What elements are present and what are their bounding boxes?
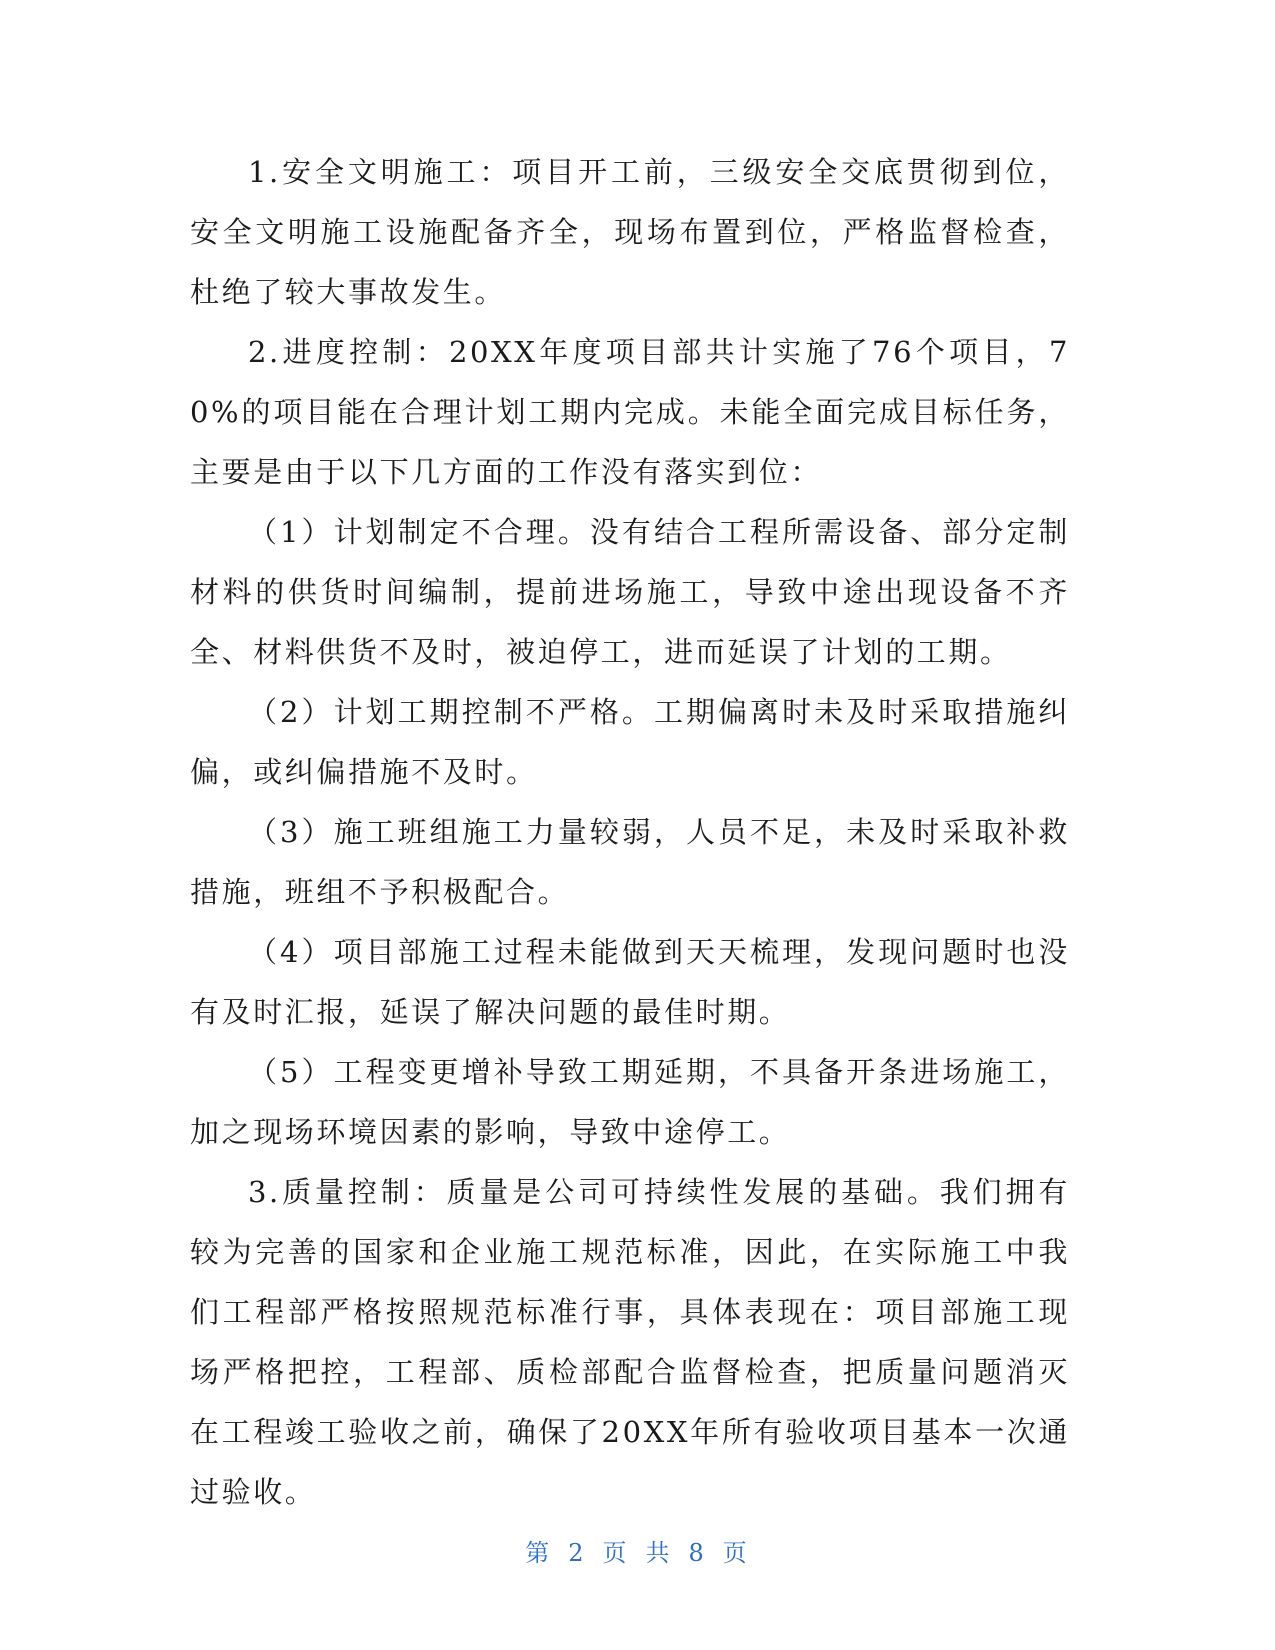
page-footer <box>0 1533 1275 1568</box>
footer-label-di: 第 <box>525 1539 553 1567</box>
paragraph-safety: 1.安全文明施工：项目开工前，三级安全交底贯彻到位，安全文明施工设施配备齐全，现场布置到位，严格监督检查，杜绝了较大事故发生。 <box>190 155 1070 309</box>
footer-label-ye: 页 <box>602 1539 630 1567</box>
footer-label-ye-end: 页 <box>722 1539 750 1567</box>
footer-current-page: 2 <box>568 1539 587 1567</box>
paragraph-quality-control: 3.质量控制：质量是公司可持续性发展的基础。我们拥有较为完善的国家和企业施工规范标准，因此，在实际施工中我们工程部严格按照规范标准行事，具体表现在：项目部施工现场严格把控，工程部、质检部配合监督检查，把质量问题消灭在工程竣工验收之前，确保了20XX年所有验收项目基本一次通过验收。 <box>190 1175 1070 1509</box>
paragraph-issue-2: （2）计划工期控制不严格。工期偏离时未及时采取措施纠偏，或纠偏措施不及时。 <box>190 695 1070 789</box>
footer-total-pages: 8 <box>688 1539 707 1567</box>
paragraph-issue-5: （5）工程变更增补导致工期延期，不具备开条进场施工，加之现场环境因素的影响，导致中途停工。 <box>190 1055 1070 1149</box>
paragraph-issue-1: （1）计划制定不合理。没有结合工程所需设备、部分定制材料的供货时间编制，提前进场施工，导致中途出现设备不齐全、材料供货不及时，被迫停工，进而延误了计划的工期。 <box>190 515 1070 669</box>
paragraph-schedule-control: 2.进度控制：20XX年度项目部共计实施了76个项目，70%的项目能在合理计划工期内完成。未能全面完成目标任务，主要是由于以下几方面的工作没有落实到位： <box>190 335 1070 489</box>
paragraph-issue-3: （3）施工班组施工力量较弱，人员不足，未及时采取补救措施，班组不予积极配合。 <box>190 815 1070 909</box>
document-body <box>190 142 1070 1522</box>
paragraph-issue-4: （4）项目部施工过程未能做到天天梳理，发现问题时也没有及时汇报，延误了解决问题的最佳时期。 <box>190 935 1070 1029</box>
footer-label-gong: 共 <box>645 1539 673 1567</box>
